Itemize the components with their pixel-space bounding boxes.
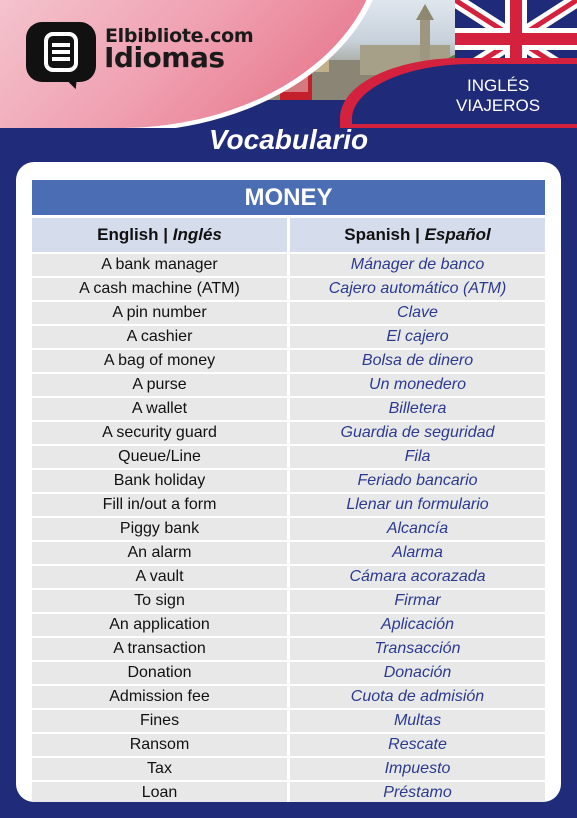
table-row	[32, 710, 545, 732]
table-row	[32, 686, 545, 708]
spanish-term: Cajero automático (ATM)	[290, 278, 545, 300]
spanish-term: Bolsa de dinero	[290, 350, 545, 372]
table-row	[32, 638, 545, 660]
column-header-english-label: English |	[97, 225, 173, 244]
table-row	[32, 398, 545, 420]
spanish-term: Transacción	[290, 638, 545, 660]
spanish-term: Aplicación	[290, 614, 545, 636]
spanish-term: Cámara acorazada	[290, 566, 545, 588]
header-banner	[0, 0, 577, 128]
spanish-term: Llenar un formulario	[290, 494, 545, 516]
vocabulary-card	[16, 162, 561, 802]
spanish-term: Guardia de seguridad	[290, 422, 545, 444]
spanish-term: El cajero	[290, 326, 545, 348]
spanish-term: Feriado bancario	[290, 470, 545, 492]
english-term: Donation	[32, 662, 287, 684]
english-term: A vault	[32, 566, 287, 588]
spanish-term: Cuota de admisión	[290, 686, 545, 708]
english-term: Loan	[32, 782, 287, 802]
spanish-term: Un monedero	[290, 374, 545, 396]
table-row	[32, 254, 545, 276]
table-row	[32, 494, 545, 516]
english-term: Tax	[32, 758, 287, 780]
spanish-term: Préstamo	[290, 782, 545, 802]
english-term: Fill in/out a form	[32, 494, 287, 516]
english-term: Bank holiday	[32, 470, 287, 492]
english-term: Queue/Line	[32, 446, 287, 468]
english-term: A cashier	[32, 326, 287, 348]
table-row	[32, 614, 545, 636]
table-row	[32, 302, 545, 324]
table-row	[32, 518, 545, 540]
english-term: A cash machine (ATM)	[32, 278, 287, 300]
spanish-term: Fila	[290, 446, 545, 468]
english-term: Fines	[32, 710, 287, 732]
table-row	[32, 662, 545, 684]
english-term: A wallet	[32, 398, 287, 420]
spanish-term: Rescate	[290, 734, 545, 756]
english-term: Piggy bank	[32, 518, 287, 540]
english-term: Admission fee	[32, 686, 287, 708]
page-title: Vocabulario	[208, 124, 369, 155]
english-term: An application	[32, 614, 287, 636]
tag-line-2: VIAJEROS	[456, 96, 541, 115]
tag-line-1: INGLÉS	[467, 76, 530, 95]
english-term: Ransom	[32, 734, 287, 756]
column-headers	[32, 218, 545, 252]
english-term: A transaction	[32, 638, 287, 660]
table-row	[32, 326, 545, 348]
brand-site: Elbibliote.com	[105, 25, 254, 47]
spanish-term: Impuesto	[290, 758, 545, 780]
spanish-term: Mánager de banco	[290, 254, 545, 276]
column-header-english-italic: Inglés	[172, 225, 222, 244]
spanish-term: Clave	[290, 302, 545, 324]
table-row	[32, 590, 545, 612]
english-term: A security guard	[32, 422, 287, 444]
column-header-english	[32, 218, 287, 252]
english-term: A purse	[32, 374, 287, 396]
topic-header: MONEY	[32, 180, 545, 215]
english-term: A bank manager	[32, 254, 287, 276]
table-row	[32, 782, 545, 802]
vocabulary-rows	[32, 254, 545, 802]
spanish-term: Donación	[290, 662, 545, 684]
english-term: To sign	[32, 590, 287, 612]
english-term: An alarm	[32, 542, 287, 564]
english-term: A bag of money	[32, 350, 287, 372]
column-header-spanish-italic: Español	[424, 225, 491, 244]
table-row	[32, 278, 545, 300]
english-term: A pin number	[32, 302, 287, 324]
spanish-term: Alcancía	[290, 518, 545, 540]
table-row	[32, 542, 545, 564]
table-row	[32, 446, 545, 468]
table-row	[32, 374, 545, 396]
column-header-spanish	[290, 218, 545, 252]
table-row	[32, 422, 545, 444]
table-row	[32, 566, 545, 588]
table-row	[32, 470, 545, 492]
spanish-term: Alarma	[290, 542, 545, 564]
table-row	[32, 734, 545, 756]
vocabulary-table	[32, 180, 545, 802]
spanish-term: Firmar	[290, 590, 545, 612]
spanish-term: Multas	[290, 710, 545, 732]
table-row	[32, 758, 545, 780]
book-glyph-icon	[43, 32, 79, 72]
brand-name: Idiomas	[104, 41, 225, 74]
table-row	[32, 350, 545, 372]
column-header-spanish-label: Spanish |	[344, 225, 425, 244]
spanish-term: Billetera	[290, 398, 545, 420]
